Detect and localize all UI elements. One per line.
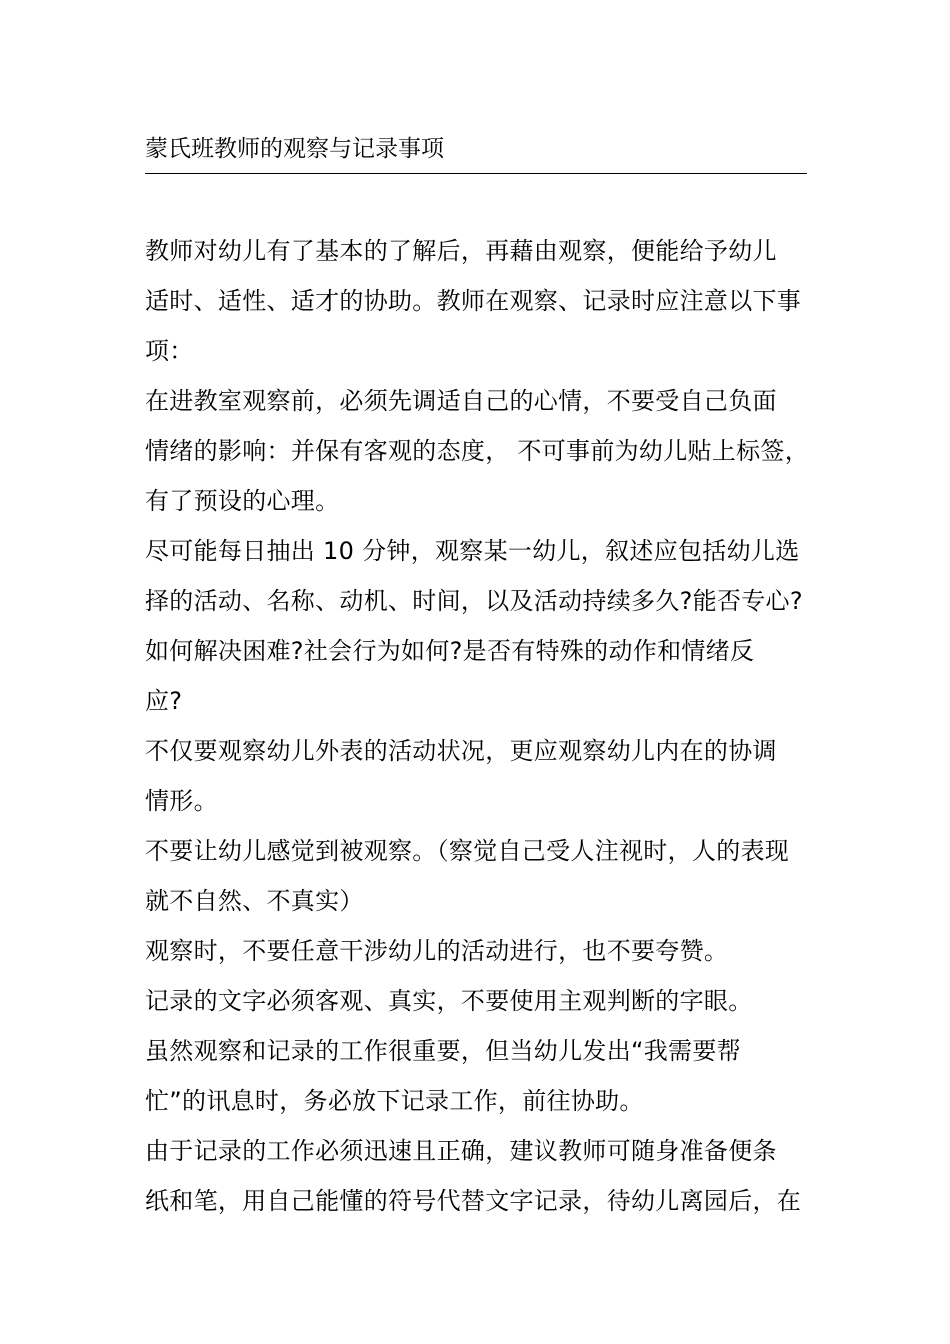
paragraph-item-3 [145,726,815,826]
document-header [145,128,807,174]
paragraph-item-6 [145,976,815,1026]
paragraph-item-2 [145,526,815,726]
text-line: 应? [145,687,183,715]
text-line: 如何解决困难?社会行为如何?是否有特殊的动作和情绪反 [145,637,755,665]
text-line: 情绪的影响：并保有客观的态度， 不可事前为幼儿贴上标签， [145,437,810,465]
paragraph-intro [145,226,815,376]
page-title: 蒙氏班教师的观察与记录事项 [145,136,444,162]
text-line: 情形。 [145,787,218,815]
text-line: 尽可能每日抽出 10 分钟，观察某一幼儿，叙述应包括幼儿选 [145,537,800,565]
text-line: 有了预设的心理。 [145,487,340,515]
text-line: 择的活动、名称、动机、时间，以及活动持续多久?能否专心? [145,587,803,615]
paragraph-item-5 [145,926,815,976]
text-line: 教师对幼儿有了基本的了解后，再藉由观察，便能给予幼儿 [145,237,777,265]
text-line: 忙”的讯息时，务必放下记录工作，前往协助。 [145,1087,644,1115]
text-line: 适时、适性、适才的协助。教师在观察、记录时应注意以下事 [145,287,802,315]
text-line: 虽然观察和记录的工作很重要，但当幼儿发出“我需要帮 [145,1037,741,1065]
paragraph-item-1 [145,376,815,526]
text-line: 不要让幼儿感觉到被观察。（察觉自己受人注视时，人的表现 [145,837,790,865]
paragraph-item-8 [145,1126,815,1226]
document-body [145,226,815,1226]
text-line: 由于记录的工作必须迅速且正确，建议教师可随身准备便条 [145,1137,777,1165]
text-line: 记录的文字必须客观、真实，不要使用主观判断的字眼。 [145,987,753,1015]
text-line: 就不自然、不真实） [145,887,364,915]
text-line: 项： [145,337,194,365]
text-line: 不仅要观察幼儿外表的活动状况，更应观察幼儿内在的协调 [145,737,777,765]
paragraph-item-4 [145,826,815,926]
text-line: 在进教室观察前，必须先调适自己的心情，不要受自己负面 [145,387,777,415]
paragraph-item-7 [145,1026,815,1126]
text-line: 观察时，不要任意干涉幼儿的活动进行，也不要夸赞。 [145,937,729,965]
text-line: 纸和笔，用自己能懂的符号代替文字记录，待幼儿离园后，在 [145,1187,802,1215]
